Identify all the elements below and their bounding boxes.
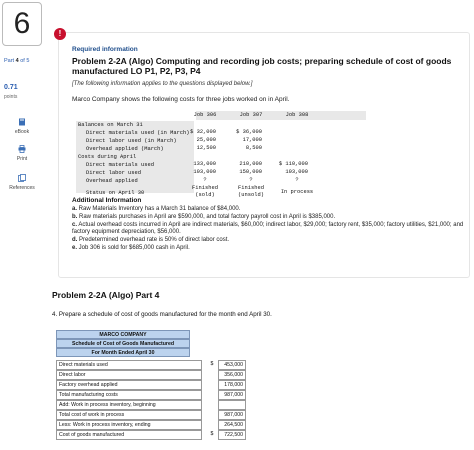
- problem-title-line2: manufactured LO P1, P2, P3, P4: [72, 66, 201, 76]
- cost-table-cell: 150,000: [239, 169, 262, 175]
- schedule-amount-input[interactable]: 453,000: [218, 360, 246, 370]
- additional-info-heading: Additional Information: [72, 197, 142, 204]
- cost-table-cell: $ 32,000: [190, 129, 216, 135]
- cost-table-row-label: Direct labor used (in March): [86, 138, 177, 144]
- print-icon: [18, 145, 26, 153]
- cost-table-cell: ?: [295, 177, 299, 183]
- schedule-amount-input[interactable]: 178,000: [218, 380, 246, 390]
- cost-table-row-label: Direct labor used: [86, 170, 141, 176]
- print-button[interactable]: [0, 145, 44, 162]
- schedule-period: For Month Ended April 30: [56, 348, 190, 357]
- cost-table-cell: Finished (unsold): [238, 185, 264, 198]
- cost-table-cell: Finished (sold): [192, 185, 218, 198]
- intro-text: Marco Company shows the following costs for three jobs worked on in April.: [72, 96, 290, 103]
- part4-question: 4. Prepare a schedule of cost of goods manufactured for the month end April 30.: [52, 311, 272, 318]
- schedule-row-label[interactable]: Total manufacturing costs: [56, 390, 202, 400]
- problem-title-line1: Problem 2-2A (Algo) Computing and recording job costs; preparing schedule of cost of goods: [72, 56, 452, 66]
- references-label: References: [9, 185, 35, 191]
- cost-table-row-label: Direct materials used (in March): [86, 130, 190, 136]
- schedule-row: [56, 360, 246, 370]
- schedule-amount-input[interactable]: 987,000: [218, 390, 246, 400]
- schedule-dollar-sign: $: [210, 361, 214, 367]
- cost-table-row-label: Overhead applied (March): [86, 146, 164, 152]
- ebook-button[interactable]: [0, 118, 44, 135]
- problem-title: [72, 56, 467, 76]
- cost-table-cell: 103,000: [193, 169, 216, 175]
- schedule-dollar-sign: $: [210, 431, 214, 437]
- cost-table-header-cell: Job 307: [239, 112, 263, 118]
- schedule-row: [56, 390, 246, 400]
- additional-item-c: c. Actual overhead costs incurred in April are indirect materials, $60,000; indirect labor, $29,000; factory rent, $35,000; factory utilities, $21,000; and factory equipment depreciation, $56,000.: [72, 222, 464, 235]
- points-value: 0.71: [4, 84, 18, 91]
- schedule-row-label[interactable]: Direct labor: [56, 370, 202, 380]
- book-icon: [18, 118, 26, 126]
- schedule-row-label[interactable]: Cost of goods manufactured: [56, 430, 202, 440]
- part-prefix: Part: [4, 58, 16, 64]
- schedule-row-label[interactable]: Direct materials used: [56, 360, 202, 370]
- points-label: points: [4, 94, 18, 100]
- cost-table-cell: ?: [249, 177, 253, 183]
- additional-item-d: d. Predetermined overhead rate is 50% of direct labor cost.: [72, 237, 230, 243]
- schedule-amount-input[interactable]: 722,500: [218, 430, 246, 440]
- cost-table-cell: 17,000: [242, 137, 262, 143]
- schedule-row: [56, 410, 246, 420]
- schedule-dollar-sign: [206, 380, 218, 390]
- cost-table-cell: $ 36,000: [236, 129, 262, 135]
- left-rail: [0, 0, 44, 450]
- cost-table-cell: 133,000: [193, 161, 216, 167]
- part4-title: Problem 2-2A (Algo) Part 4: [52, 290, 160, 300]
- cost-table-row-label: Status on April 30: [86, 190, 145, 196]
- schedule-amount-input[interactable]: 264,500: [218, 420, 246, 430]
- cost-table-row-label: Direct materials used: [86, 162, 154, 168]
- cost-table-cell: $ 110,000: [278, 161, 308, 167]
- schedule-row-label[interactable]: Less: Work in process inventory, ending: [56, 420, 202, 430]
- schedule-amount-input[interactable]: 356,000: [218, 370, 246, 380]
- part-indicator: [4, 58, 29, 64]
- ebook-label: eBook: [14, 129, 30, 135]
- schedule-row: [56, 380, 246, 390]
- schedule-company: MARCO COMPANY: [56, 330, 190, 339]
- cost-table-cell: 103,000: [285, 169, 308, 175]
- cost-table-header-cell: Job 308: [285, 112, 309, 118]
- schedule-row: [56, 430, 246, 440]
- cost-table-cell: 210,000: [239, 161, 262, 167]
- additional-item-a: a. Raw Materials Inventory has a March 31 balance of $84,000.: [72, 206, 241, 212]
- cost-table-header-cell: Job 306: [193, 112, 217, 118]
- schedule-dollar-sign: [206, 370, 218, 380]
- print-label: Print: [16, 156, 28, 162]
- cost-table-row-label: Overhead applied: [86, 178, 138, 184]
- alert-icon: !: [54, 28, 66, 40]
- schedule-row: [56, 370, 246, 380]
- references-icon: [18, 174, 26, 182]
- cost-table-cell: 12,500: [196, 145, 216, 151]
- part-suffix: of 5: [18, 58, 30, 64]
- schedule-row-label[interactable]: Factory overhead applied: [56, 380, 202, 390]
- schedule-dollar-sign: [206, 390, 218, 400]
- cost-table-cell: 25,000: [196, 137, 216, 143]
- schedule-dollar-sign: [206, 410, 218, 420]
- schedule-row: [56, 400, 246, 410]
- schedule-amount-input[interactable]: 987,000: [218, 410, 246, 420]
- additional-item-b: b. Raw materials purchases in April are $590,000, and total factory payroll cost in April is $385,000.: [72, 214, 336, 220]
- cost-table-row-label: Costs during April: [78, 154, 137, 160]
- required-information-label: Required information: [72, 46, 138, 53]
- part-current: 4: [15, 58, 19, 64]
- schedule-row-label[interactable]: Total cost of work in process: [56, 410, 202, 420]
- question-number-box: [2, 2, 42, 46]
- schedule-amount-input[interactable]: [218, 400, 246, 410]
- schedule-row-label[interactable]: Add: Work in process inventory, beginning: [56, 400, 202, 410]
- schedule-row: [56, 420, 246, 430]
- following-note: [The following information applies to the questions displayed below.]: [72, 81, 253, 87]
- cost-table-row-label: Balances on March 31: [78, 122, 143, 128]
- cost-table-cell: ?: [203, 177, 207, 183]
- cost-table-cell: 8,500: [245, 145, 262, 151]
- cost-table-cell: In process: [280, 189, 314, 195]
- schedule-title: Schedule of Cost of Goods Manufactured: [56, 339, 190, 348]
- schedule-dollar-sign: [206, 420, 218, 430]
- additional-item-e: e. Job 306 is sold for $685,000 cash in April.: [72, 245, 190, 251]
- references-button[interactable]: [0, 174, 44, 191]
- question-number: 6: [13, 7, 31, 40]
